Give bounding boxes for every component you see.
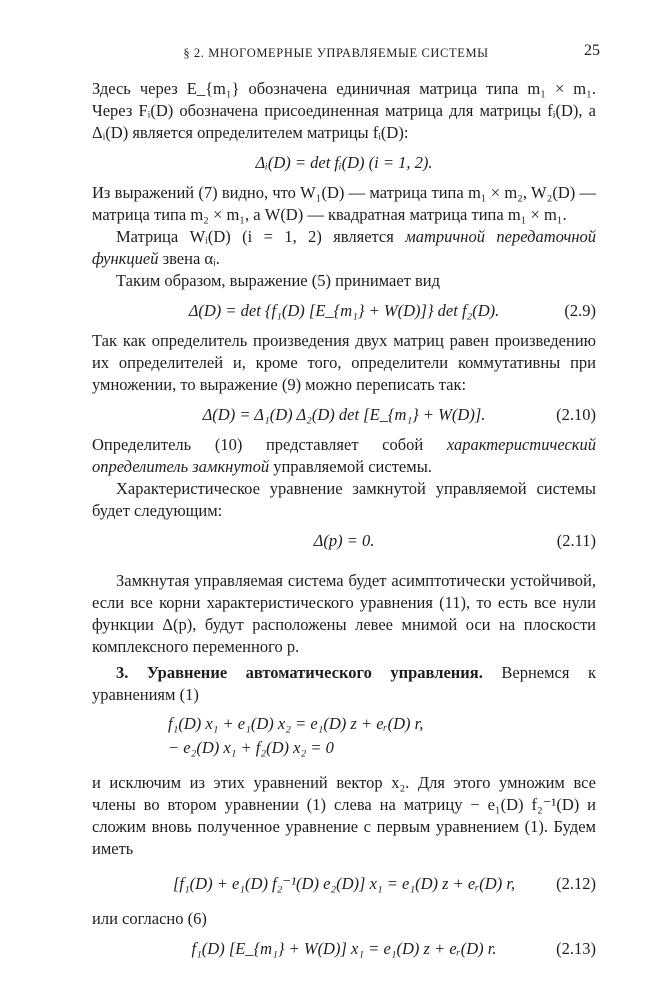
formula-body: Δ(D) = det {f₁(D) [E_{m₁} + W(D)]} det f₂(D).	[188, 301, 500, 320]
equation-system	[92, 706, 596, 772]
page-number: 25	[584, 42, 600, 59]
formula-body: Δ(D) = Δ₁(D) Δ₂(D) det [E_{m₁} + W(D)].	[202, 405, 486, 424]
text: управляемой системы.	[273, 457, 432, 476]
subsection-heading: 3. Уравнение автоматического управления.	[116, 663, 483, 682]
equation-number: (2.9)	[564, 301, 596, 320]
emphasis: характеристический определитель замкнутой	[92, 435, 596, 476]
formula-determinant: Δᵢ(D) = det fᵢ(D) (i = 1, 2).	[255, 153, 433, 172]
text: Определитель (10) представляет собой	[92, 435, 424, 454]
system-line: f₁(D) x₁ + e₁(D) x₂ = e₁(D) z + eᵣ(D) r,	[168, 714, 424, 733]
paragraph: Из выражений (7) видно, что W₁(D) — матрица типа m₁ × m₂, W₂(D) — матрица типа m₂ × m₁, а W(D) — квадратная матрица типа m₁ × m₁.	[92, 183, 596, 224]
formula-2-11	[92, 522, 596, 560]
equation-number: (2.12)	[556, 874, 596, 893]
formula-body: f₁(D) [E_{m₁} + W(D)] x₁ = e₁(D) z + eᵣ(D) r.	[191, 939, 497, 958]
system-line: − e₂(D) x₁ + f₂(D) x₂ = 0	[168, 738, 334, 757]
running-header	[0, 40, 672, 64]
paragraph	[92, 226, 596, 270]
text: звена αᵢ.	[162, 249, 220, 268]
formula-body: [f₁(D) + e₁(D) f₂⁻¹(D) e₂(D)] x₁ = e₁(D) z + eᵣ(D) r,	[172, 874, 516, 893]
formula-2-12	[92, 860, 596, 908]
paragraph: Здесь через E_{m₁} обозначена единичная матрица типа m₁ × m₁. Через Fᵢ(D) обозначена присоединенная матрица для матрицы fᵢ(D), а Δᵢ(D) является определителем матрицы fᵢ(D):	[92, 79, 596, 142]
formula-2-9	[92, 292, 596, 330]
paragraph	[92, 434, 596, 478]
equation-number: (2.11)	[556, 531, 596, 550]
page-body	[92, 78, 596, 968]
emphasis: матричной передаточной функцией	[92, 227, 597, 268]
paragraph: Так как определитель произведения двух матриц равен произведению их определителей и, кроме того, определители коммутативны при умножении, то выражение (9) можно переписать так:	[92, 331, 596, 394]
paragraph: и исключим из этих уравнений вектор x₂. Для этого умножим все члены во втором уравнении (1) слева на матрицу − e₁(D) f₂⁻¹(D) и сложим вновь полученное уравнение с первым уравнением (1). Будем иметь	[92, 773, 596, 858]
formula-2-10	[92, 396, 596, 434]
section-title: § 2. МНОГОМЕРНЫЕ УПРАВЛЯЕМЫЕ СИСТЕМЫ	[183, 46, 489, 60]
formula-body: Δ(p) = 0.	[313, 531, 375, 550]
paragraph: или согласно (6)	[92, 909, 207, 928]
formula-2-13	[92, 930, 596, 968]
text: Вернемся к уравнениям (1)	[92, 663, 596, 704]
paragraph: Таким образом, выражение (5) принимает вид	[116, 271, 440, 290]
paragraph	[92, 662, 596, 706]
paragraph: Характеристическое уравнение замкнутой управляемой системы будет следующим:	[92, 479, 596, 520]
paragraph: Замкнутая управляемая система будет асимптотически устойчивой, если все корни характеристического уравнения (11), то есть все нули функции Δ(p), будут расположены левее мнимой оси на плоскости комплексного переменного p.	[92, 571, 596, 656]
equation-number: (2.10)	[556, 405, 596, 424]
equation-number: (2.13)	[556, 939, 596, 958]
text: Матрица Wᵢ(D) (i = 1, 2) является	[116, 227, 394, 246]
